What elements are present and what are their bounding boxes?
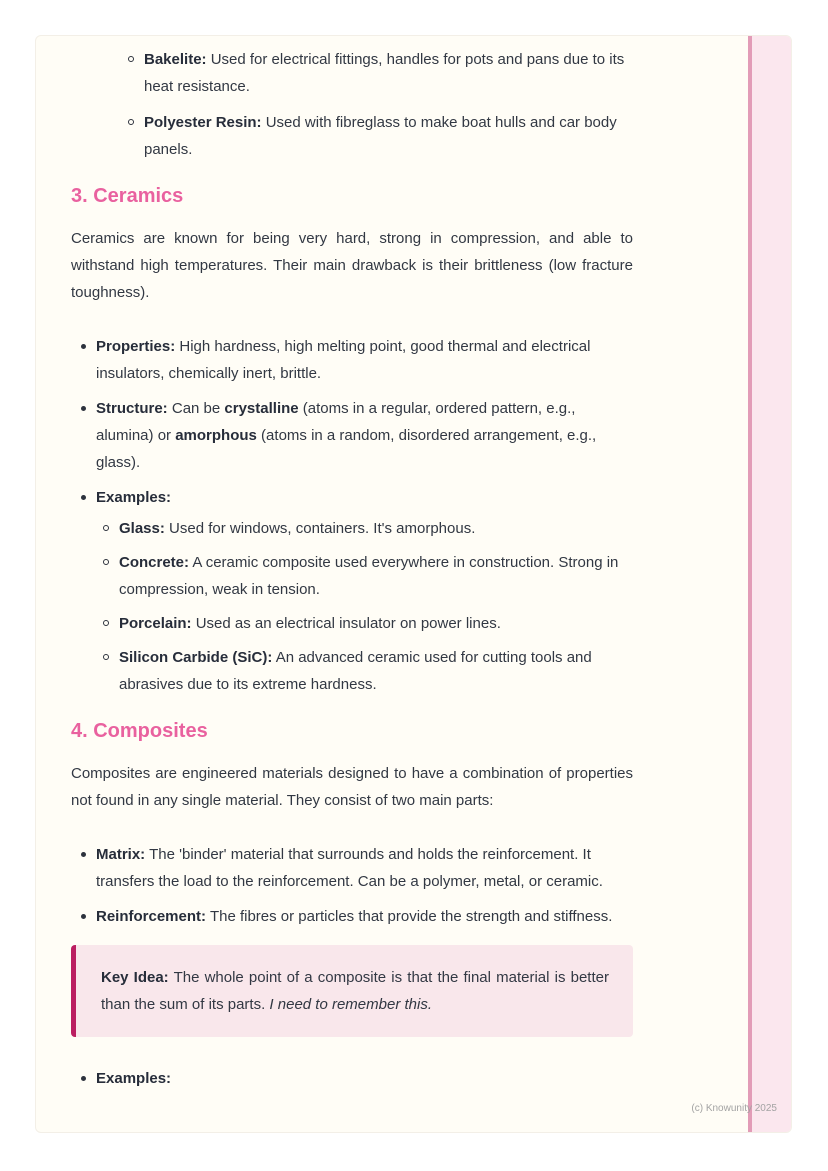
page-edge-stripe-light xyxy=(752,36,791,1132)
list-item-text: (atoms in a regular, ordered pattern, e.g., alumina) or xyxy=(96,400,576,444)
list-item xyxy=(71,610,633,637)
list-item-label: Silicon Carbide (SiC): xyxy=(119,649,273,666)
list-item-text: Can be xyxy=(171,400,225,417)
list-item xyxy=(71,46,633,100)
list-item-label: Examples: xyxy=(96,489,172,506)
page-content xyxy=(36,36,791,1092)
list-item-label: Porcelain: xyxy=(119,615,192,632)
document-page xyxy=(35,35,792,1133)
list-item xyxy=(71,1065,633,1092)
key-idea-callout xyxy=(71,945,633,1037)
list-item-text: The fibres or particles that provide the strength and stiffness. xyxy=(209,908,613,925)
list-item-label: Bakelite: xyxy=(144,51,207,68)
list-item xyxy=(71,484,633,511)
list-item xyxy=(71,644,633,698)
list-item-bold-term: amorphous xyxy=(175,427,257,444)
list-item xyxy=(71,515,633,542)
list-item-text: An advanced ceramic used for cutting tools and abrasives due to its extreme hardness. xyxy=(119,649,592,693)
section-heading-ceramics: 3. Ceramics xyxy=(71,185,184,207)
list-item xyxy=(71,549,633,603)
list-item-label: Polyester Resin: xyxy=(144,114,262,131)
list-item xyxy=(71,109,633,163)
composites-intro-paragraph: Composites are engineered materials designed to have a combination of properties not found in any single material. They consist of two main parts: xyxy=(71,765,633,809)
list-item-label: Matrix: xyxy=(96,846,146,863)
list-item-label: Concrete: xyxy=(119,554,190,571)
list-item-text: Used for electrical fittings, handles for pots and pans due to its heat resistance. xyxy=(144,51,625,95)
list-item-label: Examples: xyxy=(96,1070,172,1087)
callout-text: The whole point of a composite is that the final material is better than the sum of its parts. xyxy=(101,969,609,1013)
list-item-label: Reinforcement: xyxy=(96,908,207,925)
list-item-text: (atoms in a random, disordered arrangement, e.g., glass). xyxy=(96,427,597,471)
list-item-text: High hardness, high melting point, good thermal and electrical insulators, chemically inert, brittle. xyxy=(96,338,591,382)
list-item xyxy=(71,841,633,895)
list-item-text: The 'binder' material that surrounds and holds the reinforcement. It transfers the load to the reinforcement. Can be a polymer, metal, or ceramic. xyxy=(96,846,603,890)
list-item xyxy=(71,395,633,476)
list-item-label: Structure: xyxy=(96,400,168,417)
composites-examples-list xyxy=(71,1065,633,1092)
ceramics-examples-list xyxy=(71,515,633,698)
list-item-bold-term: crystalline xyxy=(224,400,299,417)
plastics-examples-list xyxy=(71,46,633,163)
callout-italic-note: I need to remember this. xyxy=(269,996,432,1013)
ceramics-intro-paragraph: Ceramics are known for being very hard, strong in compression, and able to withstand high temperatures. Their main drawback is their brittleness (low fracture toughness). xyxy=(71,230,633,301)
list-item-label: Glass: xyxy=(119,520,165,537)
callout-label: Key Idea: xyxy=(101,969,169,986)
copyright-watermark: (c) Knowunity 2025 xyxy=(691,1103,777,1114)
section-heading-composites: 4. Composites xyxy=(71,720,208,742)
composites-bullet-list xyxy=(71,841,633,930)
list-item-text: Used with fibreglass to make boat hulls and car body panels. xyxy=(144,114,617,158)
list-item-text: Used as an electrical insulator on power lines. xyxy=(195,615,501,632)
list-item xyxy=(71,333,633,387)
list-item-text: A ceramic composite used everywhere in construction. Strong in compression, weak in tension. xyxy=(119,554,619,598)
ceramics-bullet-list xyxy=(71,333,633,511)
list-item-text: Used for windows, containers. It's amorphous. xyxy=(169,520,476,537)
list-item xyxy=(71,903,633,930)
list-item-label: Properties: xyxy=(96,338,176,355)
